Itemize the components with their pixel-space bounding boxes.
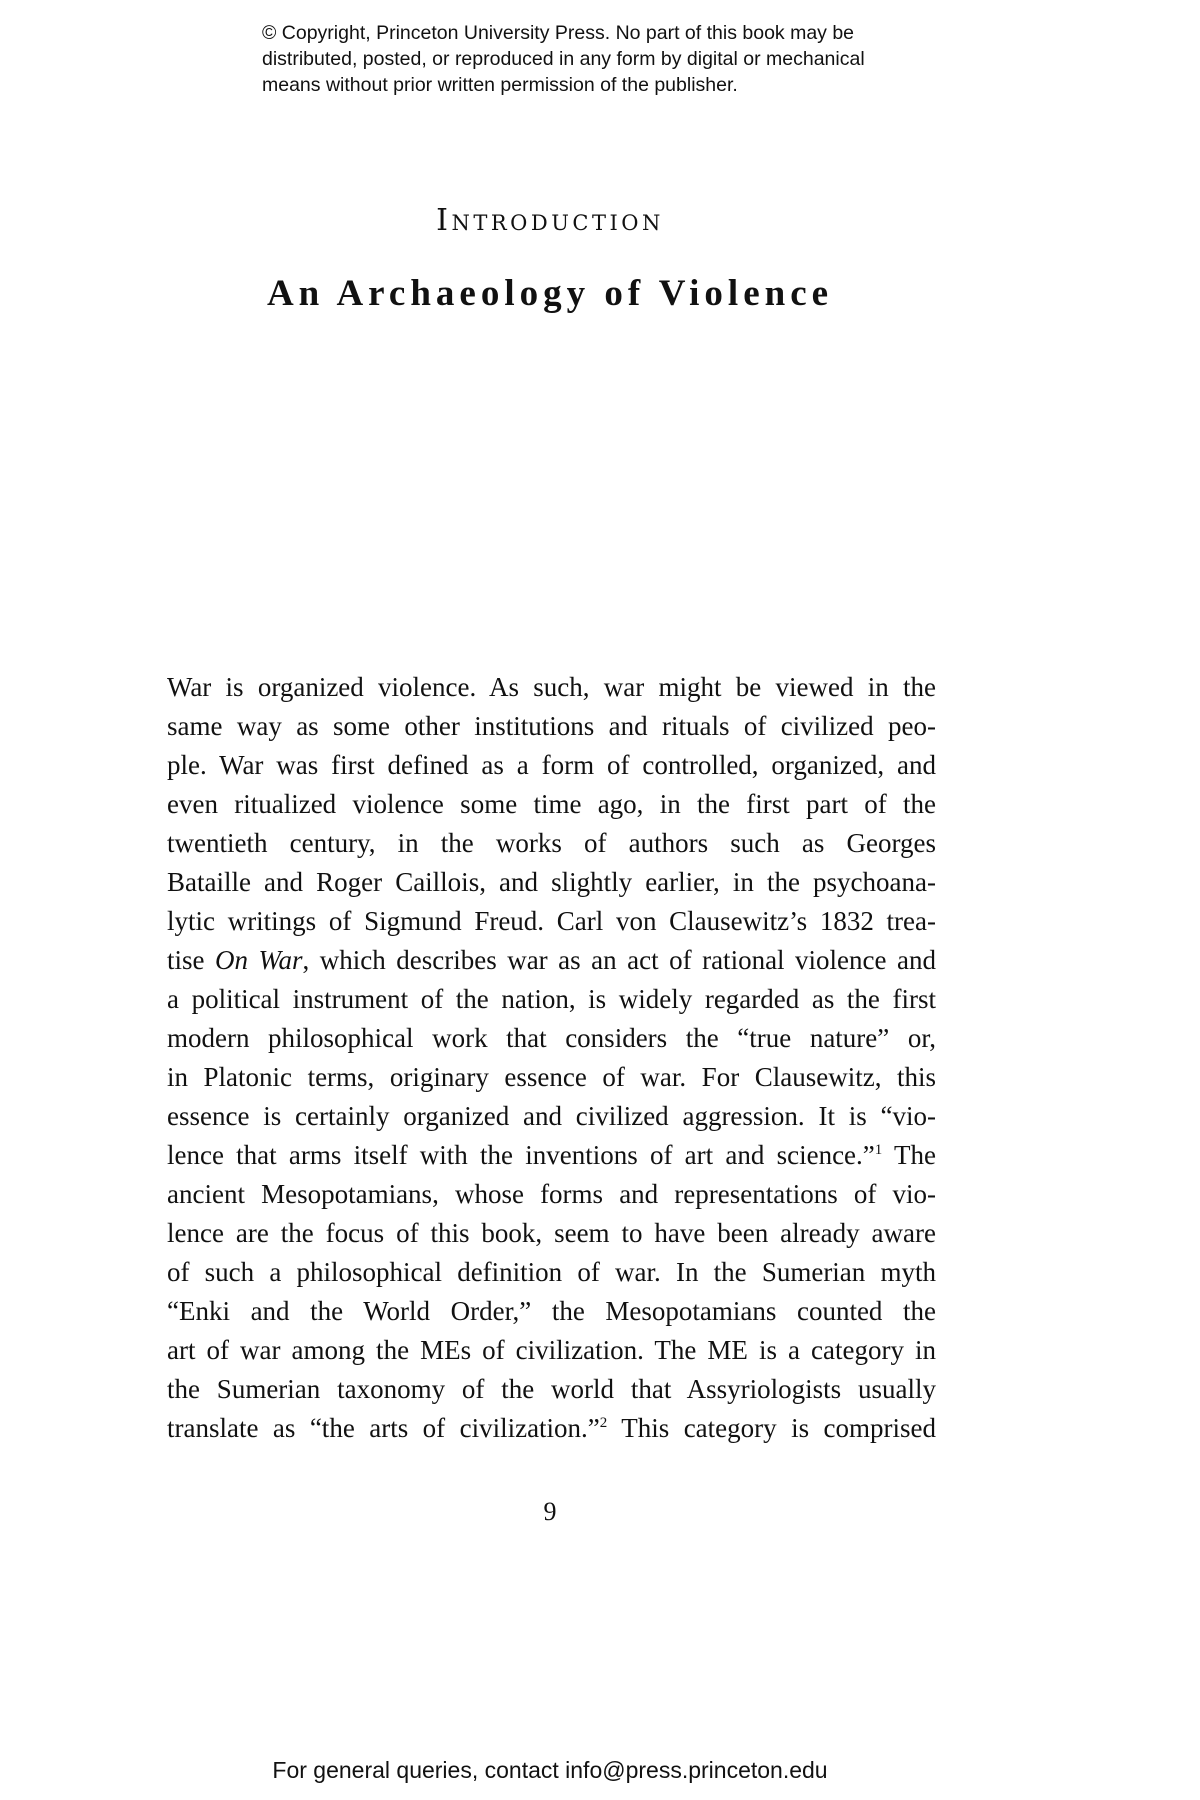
text-run: tise	[167, 945, 215, 975]
text-line: ple. War was first defined as a form of controlled, organized, and	[167, 750, 936, 780]
text-line: “Enki and the World Order,” the Mesopotamians counted the	[167, 1296, 936, 1326]
text-line	[167, 941, 936, 980]
text-run: , which describes war as an act of rational violence and	[302, 945, 936, 975]
footnote-ref: 1	[874, 1142, 883, 1158]
footer-contact: For general queries, contact info@press.princeton.edu	[272, 1757, 828, 1783]
text-run: This category is comprised	[607, 1413, 936, 1443]
text-line: Bataille and Roger Caillois, and slightly earlier, in the psychoana-	[167, 867, 936, 897]
copyright-line: means without prior written permission of the publisher.	[262, 74, 738, 96]
book-title-italic: On War	[215, 945, 303, 975]
text-line: same way as some other institutions and rituals of civilized peo-	[167, 711, 936, 741]
text-line: twentieth century, in the works of authors such as Georges	[167, 828, 936, 858]
text-line: a political instrument of the nation, is widely regarded as the first	[167, 984, 936, 1014]
text-line: War is organized violence. As such, war might be viewed in the	[167, 672, 936, 702]
text-line	[167, 1409, 936, 1448]
text-line: in Platonic terms, originary essence of war. For Clausewitz, this	[167, 1062, 936, 1092]
text-run: translate as “the arts of civilization.”	[167, 1413, 600, 1443]
chapter-label: Introduction	[436, 203, 664, 238]
text-run: The	[882, 1140, 936, 1170]
text-line: essence is certainly organized and civilized aggression. It is “vio-	[167, 1101, 936, 1131]
text-line: lytic writings of Sigmund Freud. Carl von Clausewitz’s 1832 trea-	[167, 906, 936, 936]
text-line: ancient Mesopotamians, whose forms and representations of vio-	[167, 1179, 936, 1209]
text-line: of such a philosophical definition of war. In the Sumerian myth	[167, 1257, 936, 1287]
copyright-line: © Copyright, Princeton University Press. No part of this book may be	[262, 22, 855, 44]
copyright-line: distributed, posted, or reproduced in any form by digital or mechanical	[262, 48, 865, 70]
footnote-ref: 2	[599, 1415, 608, 1431]
body-paragraph	[167, 668, 936, 1448]
text-line	[167, 1136, 936, 1175]
copyright-notice	[262, 20, 1022, 98]
text-line: art of war among the MEs of civilization. The ME is a category in	[167, 1335, 936, 1365]
chapter-title: An Archaeology of Violence	[266, 273, 834, 314]
page-number: 9	[543, 1497, 557, 1526]
text-line: lence are the focus of this book, seem to have been already aware	[167, 1218, 936, 1248]
text-run: lence that arms itself with the inventions of art and science.”	[167, 1140, 875, 1170]
text-line: modern philosophical work that considers the “true nature” or,	[167, 1023, 936, 1053]
text-line: even ritualized violence some time ago, in the first part of the	[167, 789, 936, 819]
text-line: the Sumerian taxonomy of the world that Assyriologists usually	[167, 1374, 936, 1404]
